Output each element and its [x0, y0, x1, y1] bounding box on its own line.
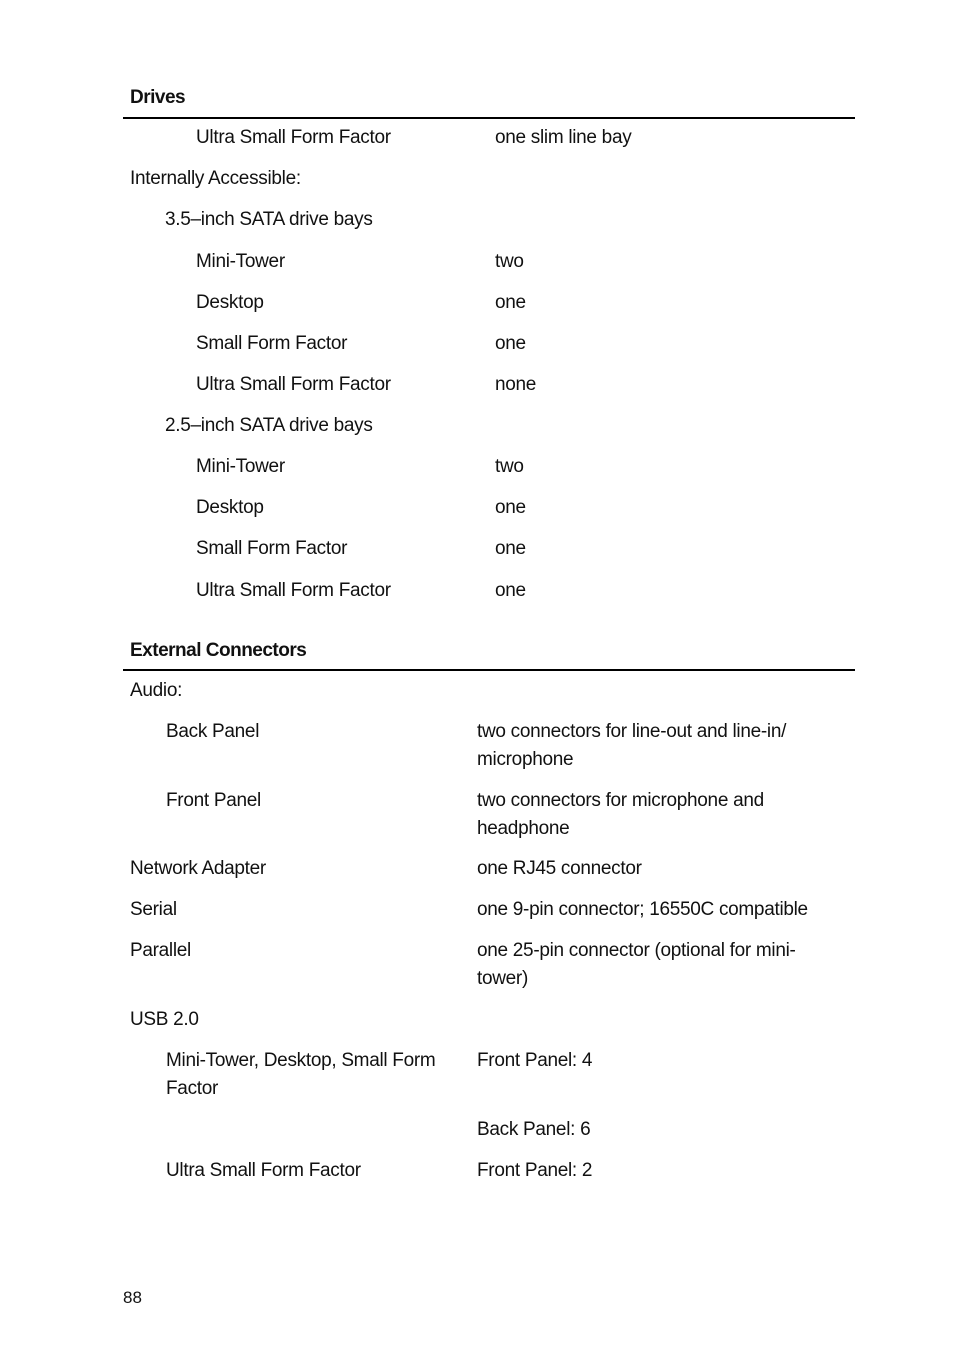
drive-row-label: Ultra Small Form Factor [196, 580, 391, 601]
parallel-label: Parallel [130, 940, 191, 961]
drive-row-value: one slim line bay [495, 127, 632, 148]
drive-row-label: Mini-Tower [196, 456, 285, 477]
drive-row-label: Small Form Factor [196, 333, 348, 354]
drive-row-value: one [495, 497, 526, 518]
parallel-value: one 25-pin connector (optional for mini-tower) [477, 940, 796, 989]
drive-row-label: Desktop [196, 497, 264, 518]
drive-row-value: two [495, 456, 524, 477]
drive-row-value: one [495, 292, 526, 313]
front-panel-value: two connectors for microphone and headphone [477, 790, 764, 839]
usb-group1-label: Mini-Tower, Desktop, Small Form Factor [166, 1050, 436, 1099]
serial-label: Serial [130, 899, 177, 920]
drive-row-label: Mini-Tower [196, 251, 285, 272]
usb-group2-front: Front Panel: 2 [477, 1160, 593, 1181]
external-heading-rule [123, 669, 855, 671]
front-panel-label: Front Panel [166, 790, 261, 811]
internally-accessible-label: Internally Accessible: [130, 168, 301, 189]
bays-25-title: 2.5–inch SATA drive bays [165, 415, 373, 436]
usb-group1-front: Front Panel: 4 [477, 1050, 593, 1071]
drive-row-value: one [495, 580, 526, 601]
back-panel-label: Back Panel [166, 721, 260, 742]
usb-group2-label: Ultra Small Form Factor [166, 1160, 361, 1181]
drive-row-value: none [495, 374, 537, 395]
drives-heading-rule [123, 117, 855, 119]
network-adapter-label: Network Adapter [130, 858, 266, 879]
drive-row-value: one [495, 538, 526, 559]
usb-label: USB 2.0 [130, 1009, 199, 1030]
drive-row-value: two [495, 251, 524, 272]
drive-row-label: Ultra Small Form Factor [196, 127, 391, 148]
serial-value: one 9-pin connector; 16550C compatible [477, 899, 808, 920]
external-connectors-heading: External Connectors [130, 640, 307, 661]
usb-group1-back: Back Panel: 6 [477, 1119, 591, 1140]
audio-label: Audio: [130, 680, 183, 701]
page-number: 88 [123, 1288, 142, 1307]
network-adapter-value: one RJ45 connector [477, 858, 642, 879]
drives-heading: Drives [130, 87, 186, 108]
back-panel-value: two connectors for line-out and line-in/ microphone [477, 721, 787, 770]
drive-row-label: Desktop [196, 292, 264, 313]
drive-row-label: Small Form Factor [196, 538, 348, 559]
bays-35-title: 3.5–inch SATA drive bays [165, 209, 373, 230]
drive-row-label: Ultra Small Form Factor [196, 374, 391, 395]
drive-row-value: one [495, 333, 526, 354]
